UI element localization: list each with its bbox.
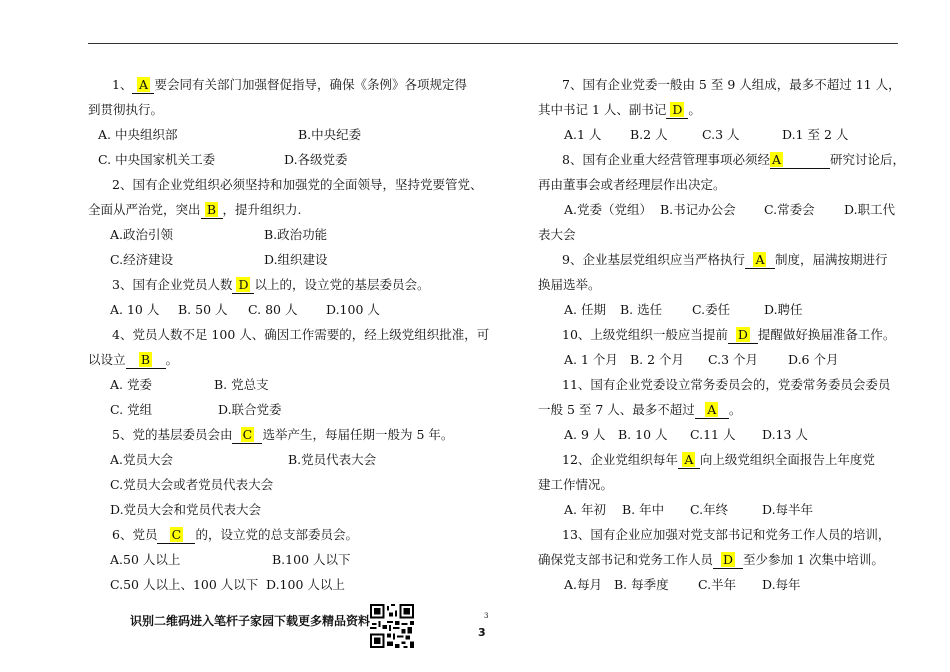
option-cont: 表大会: [538, 227, 576, 242]
option: C.委任: [692, 302, 731, 317]
question-7: 7、国有企业党委一般由 5 至 9 人组成，最多不超过 11 人，: [562, 77, 901, 92]
answer-blank: C: [232, 426, 262, 444]
option: B.中央纪委: [298, 127, 362, 142]
option: D.6 个月: [788, 352, 839, 367]
question-2: 2、国有企业党组织必须坚持和加强党的全面领导，坚持党要管党、: [112, 177, 483, 192]
option: C.经济建设: [110, 252, 174, 267]
answer-blank: B: [126, 351, 166, 369]
option: C.3 个月: [708, 352, 759, 367]
question-6: 6、党员 C 的，设立党的总支部委员会。: [112, 527, 358, 542]
option: B. 每季度: [614, 577, 669, 592]
option: C.年终: [690, 502, 729, 517]
option: A. 党委: [110, 377, 152, 392]
footer-promo-text: 识别二维码进入笔杆子家园下载更多精品资料: [130, 614, 371, 628]
answer-blank: B: [201, 201, 223, 219]
answer-blank: D: [728, 326, 758, 344]
answer-blank: C: [157, 526, 195, 544]
option: A. 1 个月: [564, 352, 618, 367]
option: A.1 人: [564, 127, 602, 142]
header-rule: [88, 43, 898, 44]
option: D.每年: [762, 577, 801, 592]
option: B.书记办公会: [660, 202, 736, 217]
option: B. 10 人: [618, 427, 668, 442]
option: D.党员大会和党员代表大会: [110, 502, 262, 517]
question-1: 1、 A 要会同有关部门加强督促指导，确保《条例》各项规定得: [112, 77, 467, 92]
option: A. 9 人: [564, 427, 606, 442]
option: A. 年初: [564, 502, 606, 517]
option: D.联合党委: [218, 402, 282, 417]
question-5: 5、党的基层委员会由 C 选举产生，每届任期一般为 5 年。: [112, 427, 454, 442]
question-11-cont: 一般 5 至 7 人、最多不超过 A 。: [538, 402, 742, 417]
question-7-cont: 其中书记 1 人、副书记 D 。: [538, 102, 701, 117]
option: C. 80 人: [248, 302, 298, 317]
answer-blank: D: [232, 276, 254, 294]
qr-code-icon[interactable]: [370, 604, 414, 648]
option: B. 2 个月: [630, 352, 685, 367]
option: C.常委会: [764, 202, 815, 217]
question-11: 11、国有企业党委设立常务委员会的，党委常务委员会委员: [562, 377, 891, 392]
question-8: 8、国有企业重大经营管理事项必须经 A 研究讨论后，: [562, 152, 905, 167]
option: C. 党组: [110, 402, 153, 417]
page-number-small: 3: [484, 612, 489, 620]
option: B. 党总支: [214, 377, 269, 392]
option: A.50 人以上: [110, 552, 181, 567]
answer-blank: A: [132, 76, 154, 94]
option: A.党员大会: [110, 452, 174, 467]
question-4-cont: 以设立 B 。: [88, 352, 179, 367]
option: A.党委（党组）: [564, 202, 653, 217]
question-1-cont: 到贯彻执行。: [88, 102, 164, 117]
option: B.党员代表大会: [288, 452, 377, 467]
option: B. 50 人: [178, 302, 228, 317]
answer-blank: D: [713, 551, 743, 569]
answer-blank: A: [745, 251, 775, 269]
question-12-cont: 建工作情况。: [538, 477, 614, 492]
option: D.各级党委: [284, 152, 348, 167]
option: C.半年: [698, 577, 737, 592]
question-13: 13、国有企业应加强对党支部书记和党务工作人员的培训，: [562, 527, 891, 542]
page-number: 3: [478, 626, 486, 639]
option: C.11 人: [690, 427, 736, 442]
answer-blank: D: [666, 101, 688, 119]
option: D.1 至 2 人: [782, 127, 849, 142]
question-2-cont: 全面从严治党，突出 B ，提升组织力.: [88, 202, 302, 217]
option: B. 年中: [622, 502, 665, 517]
question-4: 4、党员人数不足 100 人、确因工作需要的，经上级党组织批准，可: [112, 327, 490, 342]
option: D.100 人以上: [266, 577, 345, 592]
option: D.职工代: [844, 202, 896, 217]
option: D.组织建设: [264, 252, 328, 267]
option: B. 选任: [620, 302, 663, 317]
option: C.50 人以上、100 人以下: [110, 577, 259, 592]
question-9-cont: 换届选举。: [538, 277, 601, 292]
option: D.聘任: [764, 302, 803, 317]
option: A. 10 人: [110, 302, 160, 317]
option: A. 中央组织部: [98, 127, 178, 142]
option: D.每半年: [762, 502, 814, 517]
option: B.2 人: [630, 127, 668, 142]
question-10: 10、上级党组织一般应当提前 D 提醒做好换届准备工作。: [562, 327, 896, 342]
question-8-cont: 再由董事会或者经理层作出决定。: [538, 177, 726, 192]
option: C. 中央国家机关工委: [98, 152, 216, 167]
option: A.每月: [564, 577, 603, 592]
option: B.政治功能: [264, 227, 328, 242]
answer-blank: A: [678, 451, 700, 469]
option: C.3 人: [702, 127, 740, 142]
option: D.100 人: [326, 302, 380, 317]
question-9: 9、企业基层党组织应当严格执行 A 制度，届满按期进行: [562, 252, 888, 267]
question-3: 3、国有企业党员人数 D 以上的，设立党的基层委员会。: [112, 277, 430, 292]
question-13-cont: 确保党支部书记和党务工作人员 D 至少参加 1 次集中培训。: [538, 552, 884, 567]
option: C.党员大会或者党员代表大会: [110, 477, 274, 492]
answer-blank: A: [770, 151, 830, 169]
option: D.13 人: [762, 427, 808, 442]
answer-blank: A: [695, 401, 729, 419]
option: A. 任期: [564, 302, 606, 317]
question-12: 12、企业党组织每年 A 向上级党组织全面报告上年度党: [562, 452, 875, 467]
option: B.100 人以下: [272, 552, 351, 567]
option: A.政治引领: [110, 227, 174, 242]
